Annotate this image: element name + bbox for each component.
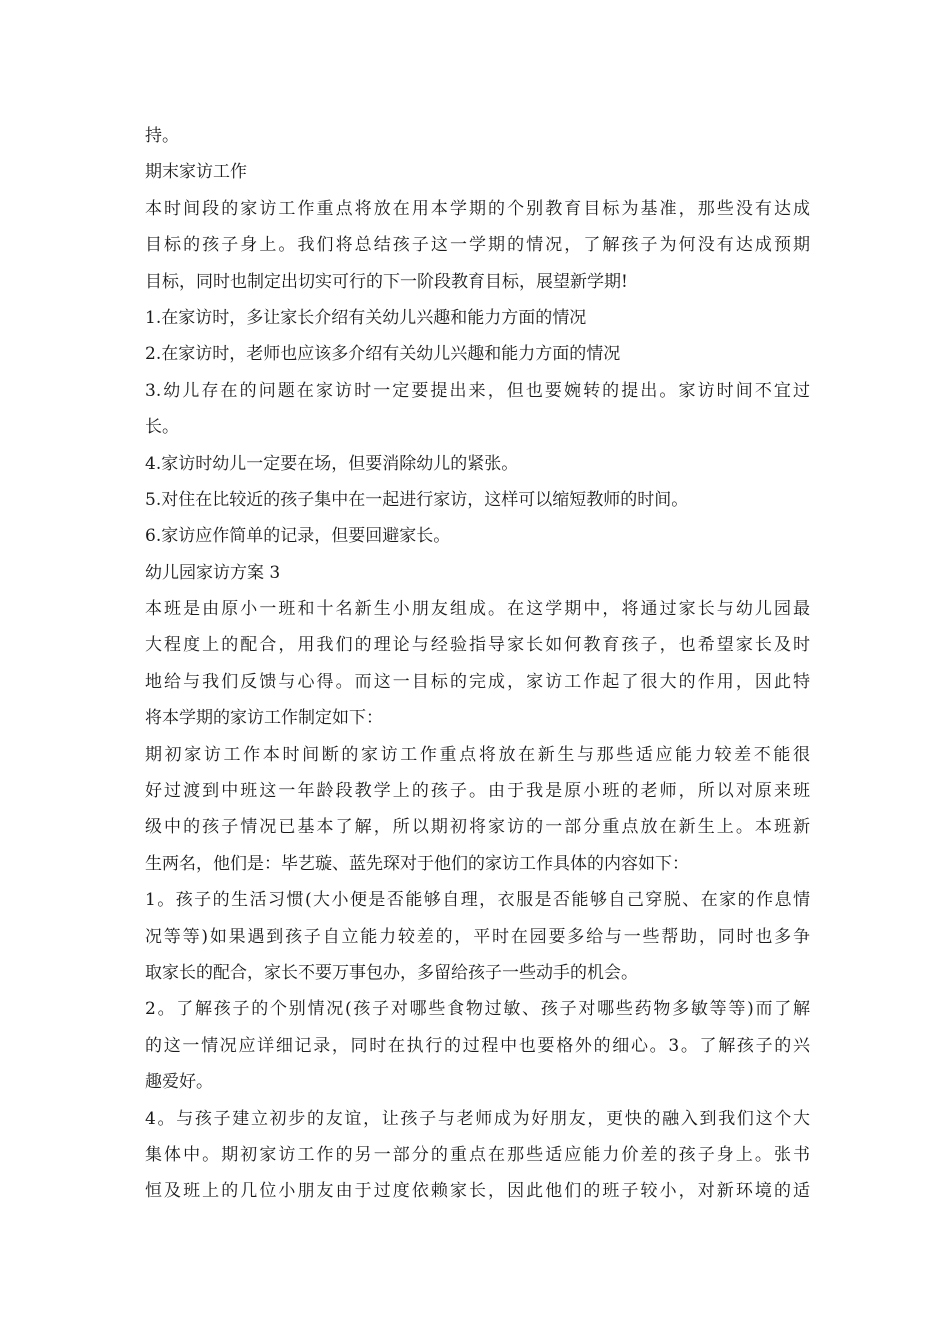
document-body — [145, 118, 810, 1210]
text-line: 将本学期的家访工作制定如下： — [145, 708, 383, 729]
text-line: 生两名，他们是：毕艺璇、蓝先琛对于他们的家访工作具体的内容如下： — [145, 853, 689, 874]
text-line: 取家长的配合，家长不要万事包办，多留给孩子一些动手的机会。 — [145, 962, 638, 983]
text-line: 4.家访时幼儿一定要在场，但要消除幼儿的紧张。 — [145, 453, 519, 474]
text-line: 集体中。期初家访工作的另一部分的重点在那些适应能力价差的孩子身上。张书 — [145, 1144, 810, 1165]
text-line: 1。孩子的生活习惯(大小便是否能够自理，衣服是否能够自己穿脱、在家的作息情 — [145, 890, 810, 911]
text-line: 长。 — [145, 417, 179, 438]
text-line: 好过渡到中班这一年龄段教学上的孩子。由于我是原小班的老师，所以对原来班 — [145, 781, 810, 802]
text-line: 的这一情况应详细记录，同时在执行的过程中也要格外的细心。3。了解孩子的兴 — [145, 1035, 810, 1056]
text-line: 况等等)如果遇到孩子自立能力较差的，平时在园要多给与一些帮助，同时也多争 — [145, 926, 810, 947]
text-line: 趣爱好。 — [145, 1072, 213, 1093]
text-line: 本班是由原小一班和十名新生小朋友组成。在这学期中，将通过家长与幼儿园最 — [145, 599, 810, 620]
text-line: 2。了解孩子的个别情况(孩子对哪些食物过敏、孩子对哪些药物多敏等等)而了解 — [145, 999, 810, 1020]
text-line: 目标，同时也制定出切实可行的下一阶段教育目标，展望新学期! — [145, 271, 628, 292]
text-line: 3.幼儿存在的问题在家访时一定要提出来，但也要婉转的提出。家访时间不宜过 — [145, 380, 810, 401]
text-line: 2.在家访时，老师也应该多介绍有关幼儿兴趣和能力方面的情况 — [145, 344, 621, 365]
text-line: 幼儿园家访方案 3 — [145, 562, 281, 583]
text-line: 1.在家访时，多让家长介绍有关幼儿兴趣和能力方面的情况 — [145, 307, 587, 328]
text-line: 级中的孩子情况已基本了解，所以期初将家访的一部分重点放在新生上。本班新 — [145, 817, 810, 838]
text-line: 恒及班上的几位小朋友由于过度依赖家长，因此他们的班子较小，对新环境的适 — [145, 1181, 810, 1202]
text-line: 期末家访工作 — [145, 162, 247, 183]
text-line: 地给与我们反馈与心得。而这一目标的完成，家访工作起了很大的作用，因此特 — [145, 671, 810, 692]
text-line: 4。与孩子建立初步的友谊，让孩子与老师成为好朋友，更快的融入到我们这个大 — [145, 1108, 810, 1129]
text-line: 期初家访工作本时间断的家访工作重点将放在新生与那些适应能力较差不能很 — [145, 744, 810, 765]
text-line: 6.家访应作简单的记录，但要回避家长。 — [145, 526, 451, 547]
text-line: 目标的孩子身上。我们将总结孩子这一学期的情况，了解孩子为何没有达成预期 — [145, 235, 810, 256]
text-line: 5.对住在比较近的孩子集中在一起进行家访，这样可以缩短教师的时间。 — [145, 489, 689, 510]
text-line: 持。 — [145, 126, 179, 146]
text-line: 本时间段的家访工作重点将放在用本学期的个别教育目标为基准，那些没有达成 — [145, 198, 810, 219]
text-line: 大程度上的配合，用我们的理论与经验指导家长如何教育孩子，也希望家长及时 — [145, 635, 810, 656]
